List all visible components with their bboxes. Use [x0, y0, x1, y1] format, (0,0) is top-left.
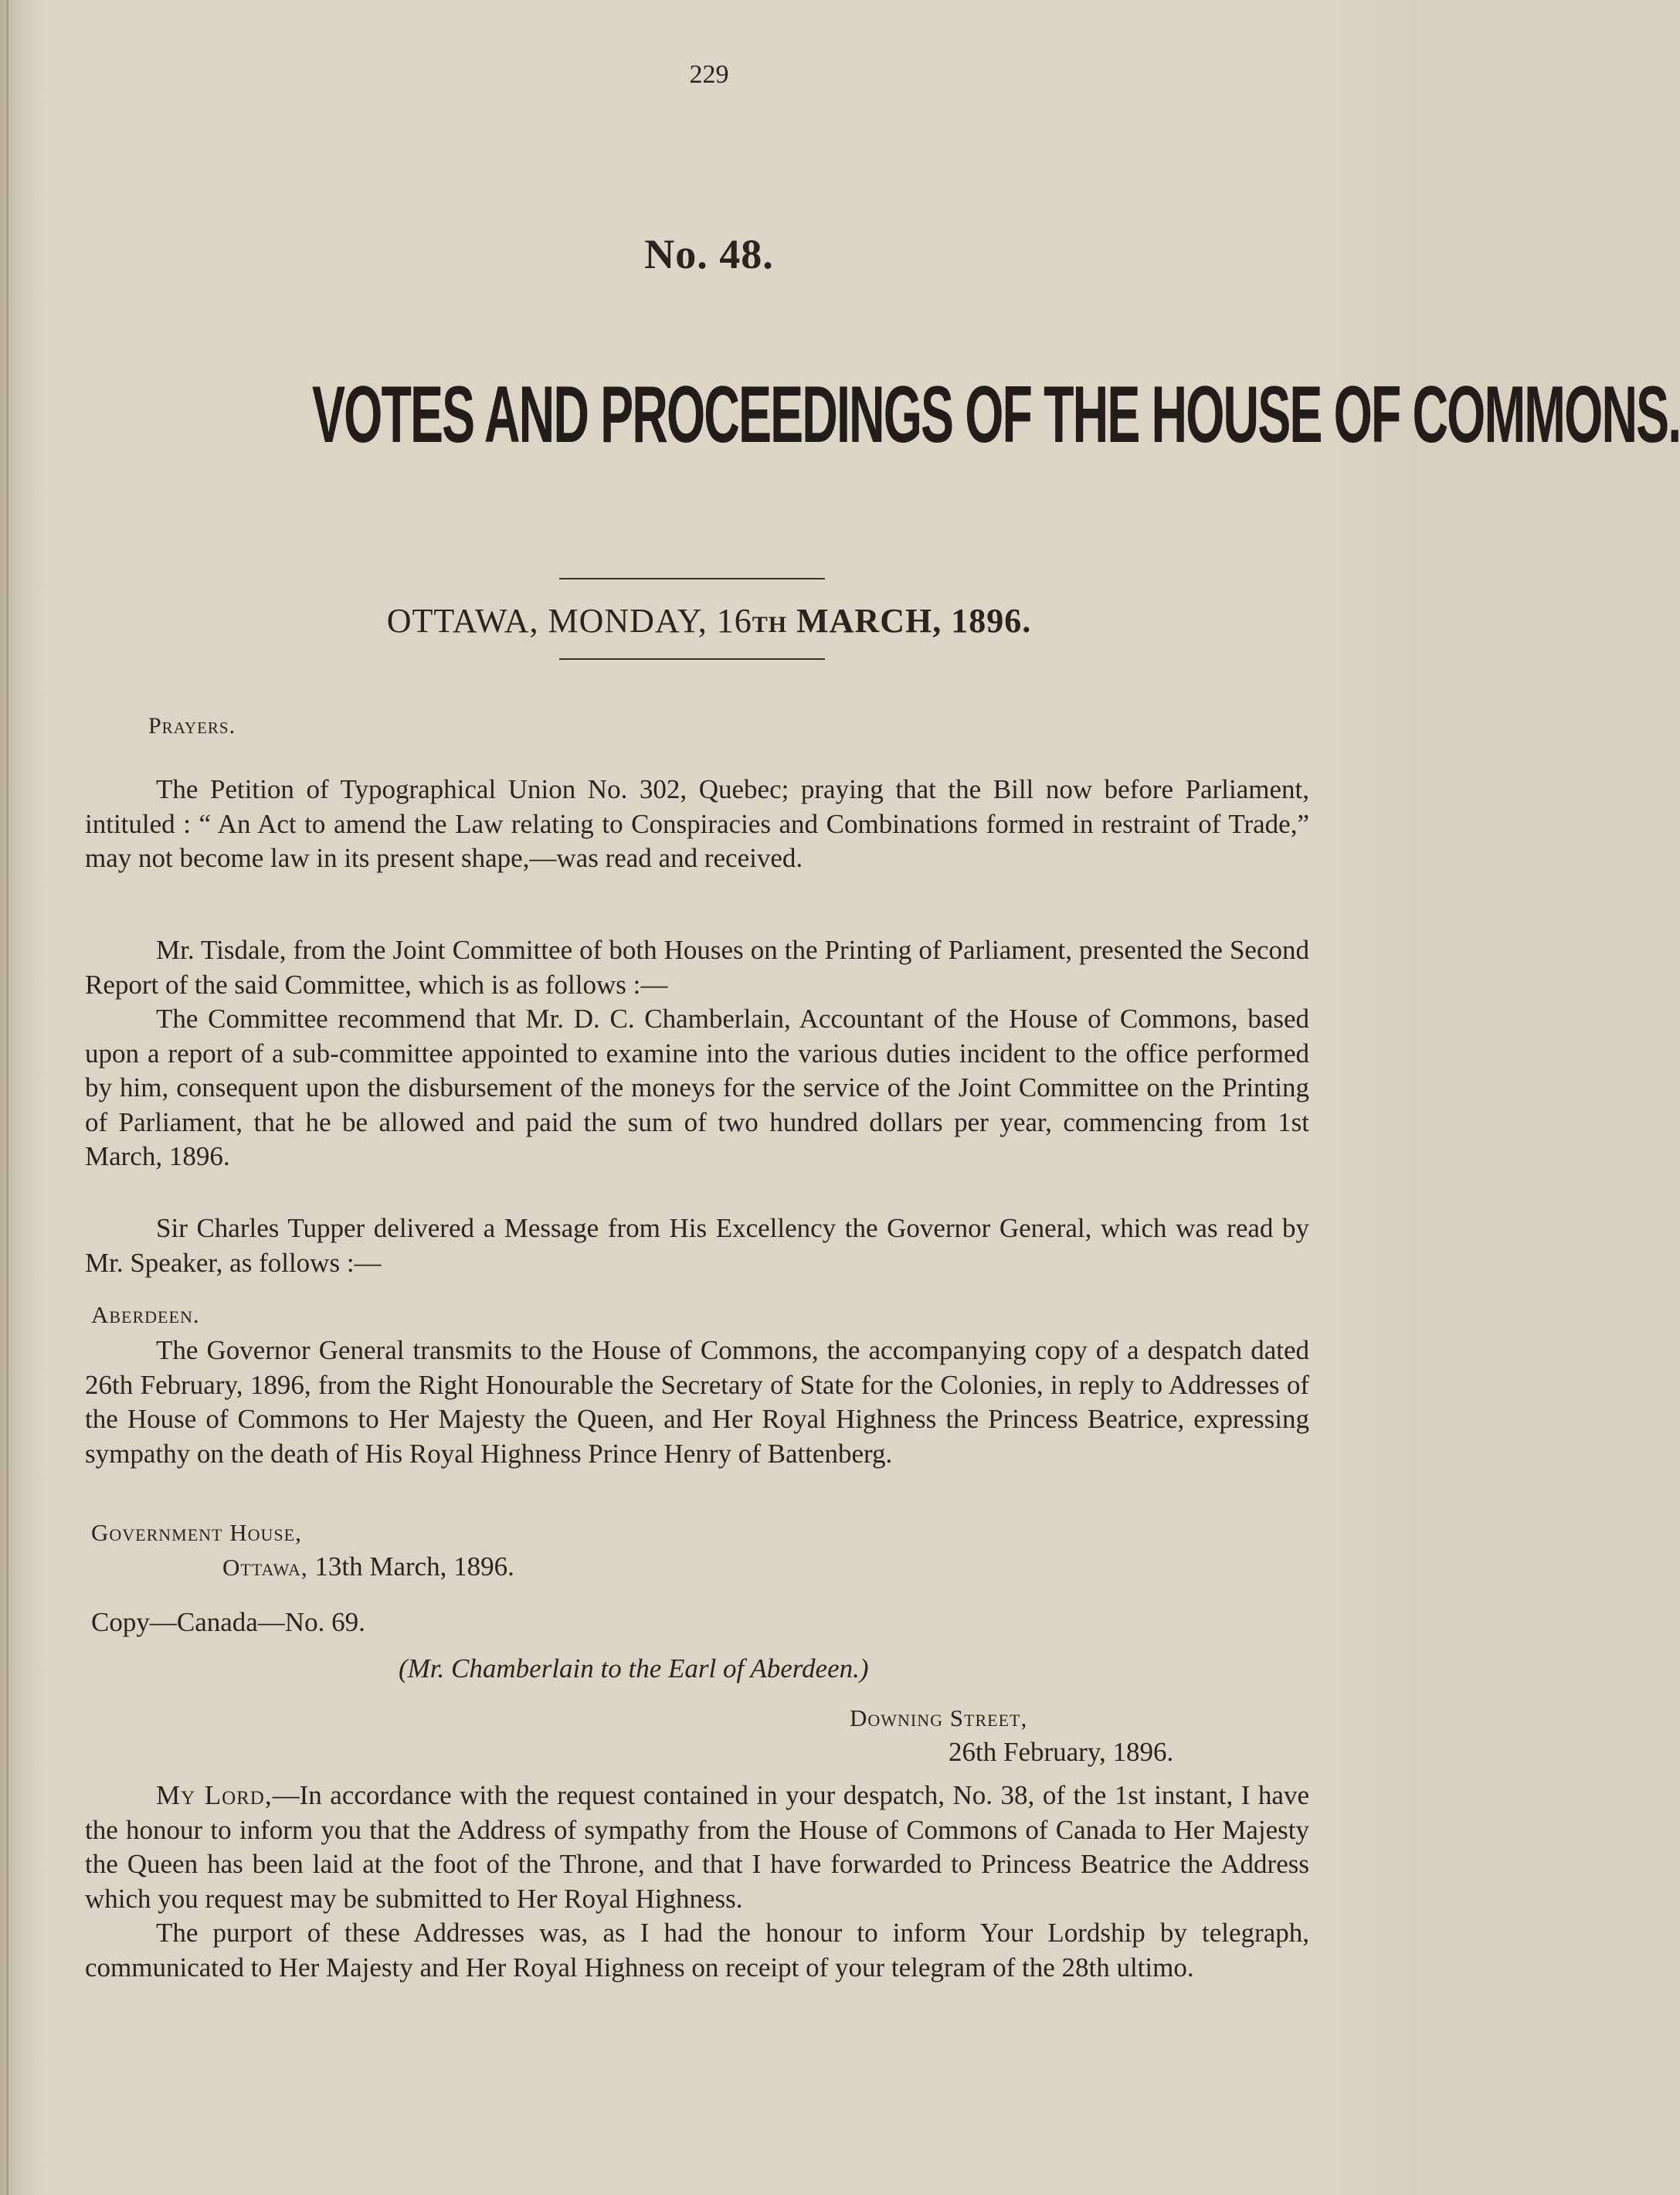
dateline-ordinal: TH — [752, 612, 788, 637]
binding-gutter — [6, 0, 8, 2195]
copy-line: Copy—Canada—No. 69. — [91, 1607, 365, 1637]
prayers-heading: Prayers. — [148, 713, 236, 739]
tisdale-paragraph — [85, 933, 1309, 1174]
petition-text: The Petition of Typographical Union No. 302, Quebec; praying that the Bill now before Parliament, intituled : “ An Act to amend the Law relating to Conspiracies and Combinations formed in restraint of Trade,” may not become law in its present shape,—was read and received. — [85, 774, 1309, 873]
letter-paragraph-1 — [85, 1779, 1309, 1916]
government-date: 13th March, 1896. — [307, 1551, 514, 1582]
downing-street: Downing Street, — [850, 1704, 1028, 1731]
tupper-text: Sir Charles Tupper delivered a Message from His Excellency the Governor General, which was read by Mr. Speaker, as follows :— — [85, 1213, 1309, 1278]
message-paragraph — [85, 1334, 1309, 1471]
government-place: Ottawa, — [222, 1554, 308, 1581]
aberdeen-signature: Aberdeen. — [91, 1301, 200, 1328]
message-text: The Governor General transmits to the House of Commons, the accompanying copy of a despatch dated 26th February, 1896, from the Right Honourable the Secretary of State for the Colonies, in reply to Addresses of the House of Commons to Her Majesty the Queen, and Her Royal Highness the Princess Beatrice, expressing sympathy on the death of His Royal Highness Prince Henry of Battenberg. — [85, 1335, 1309, 1469]
letter-paragraph-1-text: —In accordance with the request contained in your despatch, No. 38, of the 1st instant, I have the honour to inform you that the Address of sympathy from the House of Commons of Canada to Her Majesty the Queen has been laid at the foot of the Throne, and that I have forwarded to Princess Beatrice the Address which you request may be submitted to Her Royal Highness. — [85, 1780, 1309, 1914]
letter-body — [85, 1779, 1309, 1985]
government-house: Government House, — [91, 1519, 302, 1546]
dateline — [0, 601, 1418, 640]
committee-text: The Committee recommend that Mr. D. C. Chamberlain, Accountant of the House of Commons, based upon a report of a sub-committee appointed to examine into the various duties incident to the office performed by him, consequent upon the disbursement of the moneys for the service of the Joint Committee on the Printing of Parliament, that he be allowed and paid the sum of two hundred dollars per year, commencing from 1st March, 1896. — [85, 1004, 1309, 1171]
letter-paragraph-2: The purport of these Addresses was, as I had the honour to inform Your Lordship by telegraph, communicated to Her Majesty and Her Royal Highness on receipt of your telegram of the 28th ultimo. — [85, 1918, 1309, 1983]
rule-bottom — [559, 658, 825, 660]
tupper-paragraph — [85, 1211, 1309, 1280]
page-number: 229 — [689, 60, 729, 89]
dateline-suffix: MARCH, 1896. — [787, 602, 1032, 640]
petition-paragraph — [85, 773, 1309, 876]
dateline-prefix: OTTAWA, MONDAY, 16 — [386, 602, 752, 640]
letter-heading: (Mr. Chamberlain to the Earl of Aberdeen.) — [399, 1653, 869, 1684]
tisdale-text: Mr. Tisdale, from the Joint Committee of both Houses on the Printing of Parliament, presented the Second Report of the said Committee, which is as follows :— — [85, 935, 1309, 1000]
government-dateline — [222, 1550, 514, 1585]
page-title: VOTES AND PROCEEDINGS OF THE HOUSE OF COMMONS. — [312, 370, 1680, 460]
document-number: No. 48. — [644, 231, 774, 277]
rule-top — [559, 578, 825, 579]
letter-date: 26th February, 1896. — [949, 1737, 1174, 1767]
salutation: My Lord, — [156, 1780, 273, 1810]
